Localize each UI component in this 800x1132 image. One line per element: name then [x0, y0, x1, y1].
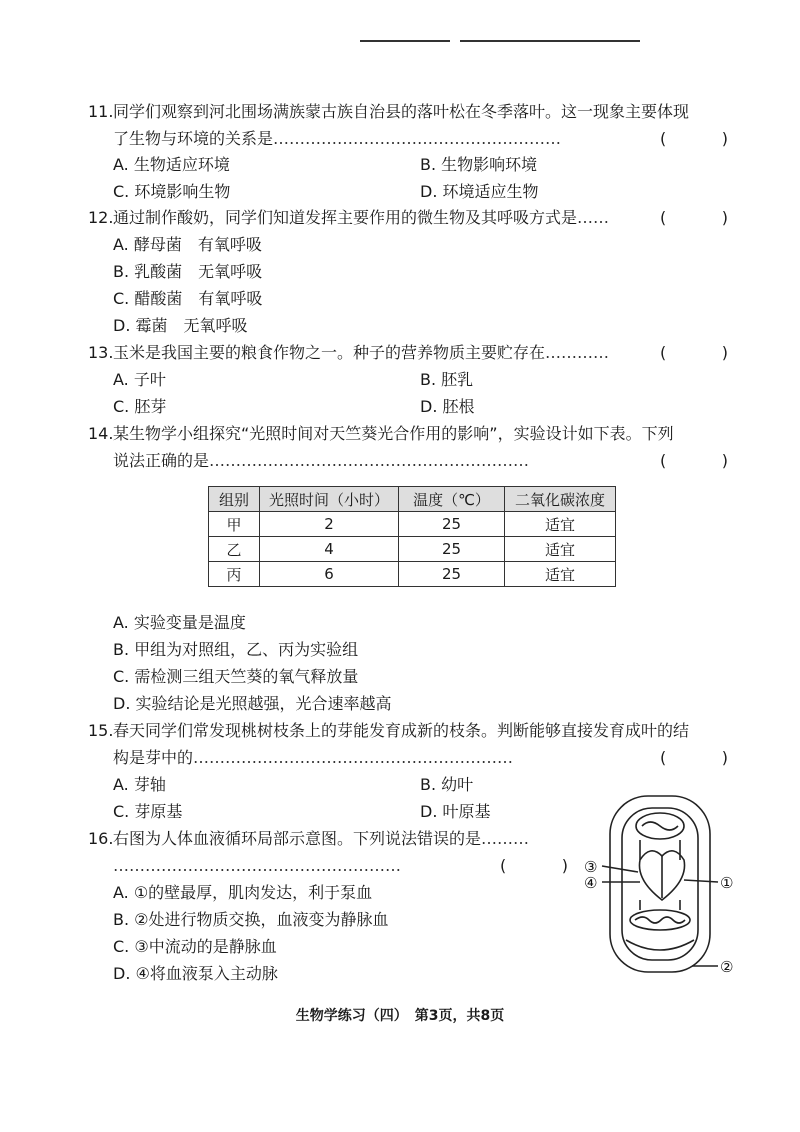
option-a[interactable]: A. 生物适应环境 — [113, 155, 230, 174]
option-b[interactable]: B. 生物影响环境 — [420, 155, 538, 174]
diagram-label-1: ① — [720, 874, 734, 892]
option-d[interactable]: D. ④将血液泵入主动脉 — [113, 964, 278, 983]
option-b[interactable]: B. ②处进行物质交换，血液变为静脉血 — [113, 910, 389, 929]
table-row — [209, 562, 616, 587]
option-b[interactable]: B. 甲组为对照组，乙、丙为实验组 — [113, 640, 359, 659]
option-c[interactable]: C. 环境影响生物 — [113, 182, 231, 201]
table-cell: 4 — [260, 537, 399, 562]
table-cell: 甲 — [209, 512, 260, 537]
question-text: 说法正确的是…………………………………………………… — [113, 451, 530, 470]
question-11 — [88, 98, 748, 152]
question-text: 构是芽中的…………………………………………………… — [113, 748, 514, 767]
question-number: 16. — [88, 829, 114, 848]
answer-bracket[interactable]: ( ) — [660, 343, 728, 362]
answer-bracket[interactable]: ( ) — [660, 129, 728, 148]
option-b[interactable]: B. 胚乳 — [420, 370, 474, 389]
question-number: 12. — [88, 208, 114, 227]
top-rule — [460, 40, 640, 42]
question-text: 通过制作酸奶，同学们知道发挥主要作用的微生物及其呼吸方式是…… — [113, 208, 610, 227]
question-12 — [88, 204, 748, 231]
answer-bracket[interactable]: ( ) — [500, 856, 568, 875]
question-number: 15. — [88, 721, 114, 740]
option-d[interactable]: D. 实验结论是光照越强，光合速率越高 — [113, 694, 392, 713]
question-number: 14. — [88, 424, 114, 443]
question-text: 同学们观察到河北围场满族蒙古族自治县的落叶松在冬季落叶。这一现象主要体现 — [113, 102, 690, 121]
option-a[interactable]: A. 酵母菌 有氧呼吸 — [113, 235, 262, 254]
question-text: 了生物与环境的关系是……………………………………………… — [113, 129, 562, 148]
question-13 — [88, 339, 748, 366]
table-cell: 适宜 — [505, 562, 616, 587]
option-b[interactable]: B. 幼叶 — [420, 775, 474, 794]
table-header: 温度（℃） — [399, 487, 505, 512]
answer-bracket[interactable]: ( ) — [660, 451, 728, 470]
question-text: 玉米是我国主要的粮食作物之一。种子的营养物质主要贮存在………… — [113, 343, 610, 362]
question-text: ……………………………………………… — [113, 856, 401, 875]
experiment-table — [208, 486, 616, 587]
question-text: 某生物学小组探究“光照时间对天竺葵光合作用的影响”，实验设计如下表。下列 — [113, 424, 674, 443]
vessel-loop — [622, 808, 698, 960]
question-16 — [88, 825, 568, 879]
option-b[interactable]: B. 乳酸菌 无氧呼吸 — [113, 262, 263, 281]
option-c[interactable]: C. ③中流动的是静脉血 — [113, 937, 277, 956]
vessel-loop — [610, 796, 710, 972]
option-d[interactable]: D. 环境适应生物 — [420, 182, 539, 201]
table-cell: 25 — [399, 512, 505, 537]
diagram-label-4: ④ — [584, 874, 598, 892]
option-c[interactable]: C. 需检测三组天竺葵的氧气释放量 — [113, 667, 359, 686]
option-a[interactable]: A. 实验变量是温度 — [113, 613, 246, 632]
option-a[interactable]: A. 子叶 — [113, 370, 166, 389]
question-text: 春天同学们常发现桃树枝条上的芽能发育成新的枝条。判断能够直接发育成叶的结 — [113, 721, 690, 740]
question-14 — [88, 420, 748, 474]
option-d[interactable]: D. 胚根 — [420, 397, 475, 416]
table-header-row — [209, 487, 616, 512]
option-a[interactable]: A. ①的壁最厚，肌肉发达，利于泵血 — [113, 883, 373, 902]
table-row — [209, 537, 616, 562]
table-cell: 适宜 — [505, 537, 616, 562]
question-text: 右图为人体血液循环局部示意图。下列说法错误的是……… — [113, 829, 530, 848]
option-c[interactable]: C. 胚芽 — [113, 397, 167, 416]
diagram-label-3: ③ — [584, 858, 598, 876]
option-d[interactable]: D. 霉菌 无氧呼吸 — [113, 316, 248, 335]
option-c[interactable]: C. 醋酸菌 有氧呼吸 — [113, 289, 263, 308]
question-number: 13. — [88, 343, 114, 362]
top-rule — [360, 40, 450, 42]
table-cell: 适宜 — [505, 512, 616, 537]
question-number: 11. — [88, 102, 114, 121]
answer-bracket[interactable]: ( ) — [660, 208, 728, 227]
table-cell: 25 — [399, 562, 505, 587]
answer-bracket[interactable]: ( ) — [660, 748, 728, 767]
circulation-diagram — [580, 790, 750, 980]
table-header: 组别 — [209, 487, 260, 512]
page-footer: 生物学练习（四） 第3页，共8页 — [295, 1008, 505, 1024]
table-header: 光照时间（小时） — [260, 487, 399, 512]
question-15 — [88, 717, 748, 771]
option-d[interactable]: D. 叶原基 — [420, 802, 491, 821]
diagram-label-2: ② — [720, 958, 734, 976]
table-cell: 2 — [260, 512, 399, 537]
table-header: 二氧化碳浓度 — [505, 487, 616, 512]
table-cell: 6 — [260, 562, 399, 587]
table-cell: 乙 — [209, 537, 260, 562]
table-cell: 丙 — [209, 562, 260, 587]
option-a[interactable]: A. 芽轴 — [113, 775, 166, 794]
table-row — [209, 512, 616, 537]
table-cell: 25 — [399, 537, 505, 562]
option-c[interactable]: C. 芽原基 — [113, 802, 183, 821]
